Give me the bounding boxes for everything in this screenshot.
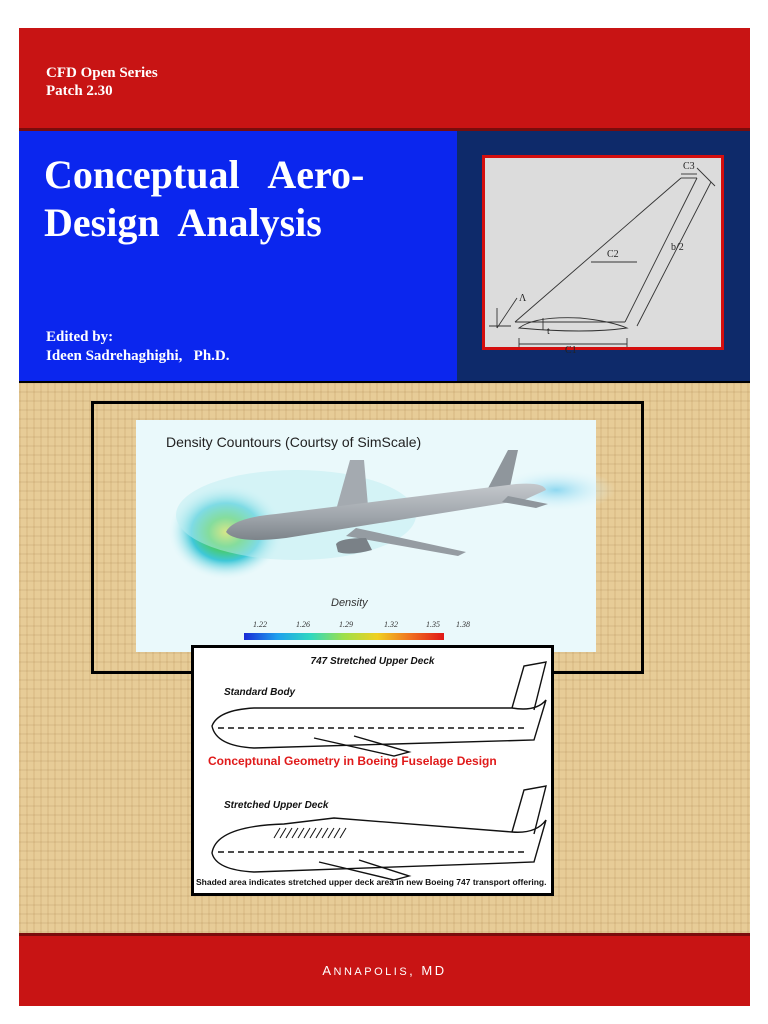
label-sweep: Λ — [519, 293, 527, 304]
cfd-caption: Density Countours (Courtsy of SimScale) — [166, 434, 422, 450]
series-name: CFD Open Series — [46, 65, 158, 81]
wing-planform-diagram — [482, 155, 724, 356]
title-line-1: Conceptual Aero- — [44, 152, 365, 197]
location-initial: A — [322, 963, 334, 978]
location-state: MD — [421, 963, 447, 978]
colorbar-title: Density — [331, 597, 368, 609]
boeing-figure-title: 747 Stretched Upper Deck — [310, 656, 435, 667]
airfoil-section — [519, 318, 627, 331]
cfd-airplane-render — [136, 420, 596, 652]
boeing-footnote: Shaded area indicates stretched upper deck area in new Boeing 747 transport offering. — [196, 877, 547, 887]
boeing-red-caption: Conceptunal Geometry in Boeing Fuselage Design — [208, 754, 497, 768]
diagram-panel — [457, 131, 750, 381]
wing-trailing-edge — [625, 178, 697, 322]
title-line-2: Design Analysis — [44, 200, 322, 245]
stretched-deck-shading — [274, 828, 346, 838]
stretched-deck-outline — [212, 818, 546, 872]
wing-planform-svg — [485, 158, 721, 356]
half-span-dimension-line — [637, 182, 711, 326]
colorbar-tick: 1.22 — [253, 620, 267, 629]
series-info — [46, 64, 158, 100]
colorbar-tick: 1.32 — [384, 620, 398, 629]
wing-leading-edge — [515, 178, 681, 322]
book-cover — [19, 28, 750, 1003]
label-stretched-deck: Stretched Upper Deck — [224, 800, 329, 811]
sweep-line — [497, 298, 517, 328]
label-c3: C3 — [683, 161, 695, 172]
editor-block — [46, 328, 230, 366]
location-separator: , — [409, 963, 422, 978]
location-rest: NNAPOLIS — [333, 966, 410, 978]
label-standard-body: Standard Body — [224, 687, 296, 698]
colorbar-tick: 1.29 — [339, 620, 353, 629]
label-c2: C2 — [607, 249, 619, 260]
stretched-deck-tail — [512, 786, 546, 834]
editor-name: Ideen Sadrehaghighi, Ph.D. — [46, 348, 230, 364]
title-panel — [19, 131, 457, 381]
cfd-density-figure — [136, 420, 596, 652]
span-tick-upper — [697, 168, 715, 186]
label-thickness: t — [547, 326, 550, 337]
bottom-band — [19, 933, 750, 1006]
boeing-fuselage-figure — [191, 645, 554, 896]
standard-body-outline — [212, 700, 546, 748]
top-band — [19, 28, 750, 131]
editor-label: Edited by: — [46, 329, 114, 345]
publisher-location — [19, 963, 750, 978]
colorbar-tick: 1.26 — [296, 620, 310, 629]
patch-version: Patch 2.30 — [46, 83, 113, 99]
boeing-sketch — [194, 648, 551, 893]
label-half-span: b/2 — [671, 242, 684, 253]
standard-body-tail — [512, 662, 546, 710]
label-c1: C1 — [565, 345, 577, 356]
colorbar-tick: 1.35 — [426, 620, 440, 629]
density-colorbar — [244, 633, 444, 640]
colorbar-tick: 1.38 — [456, 620, 470, 629]
book-title — [44, 151, 454, 247]
